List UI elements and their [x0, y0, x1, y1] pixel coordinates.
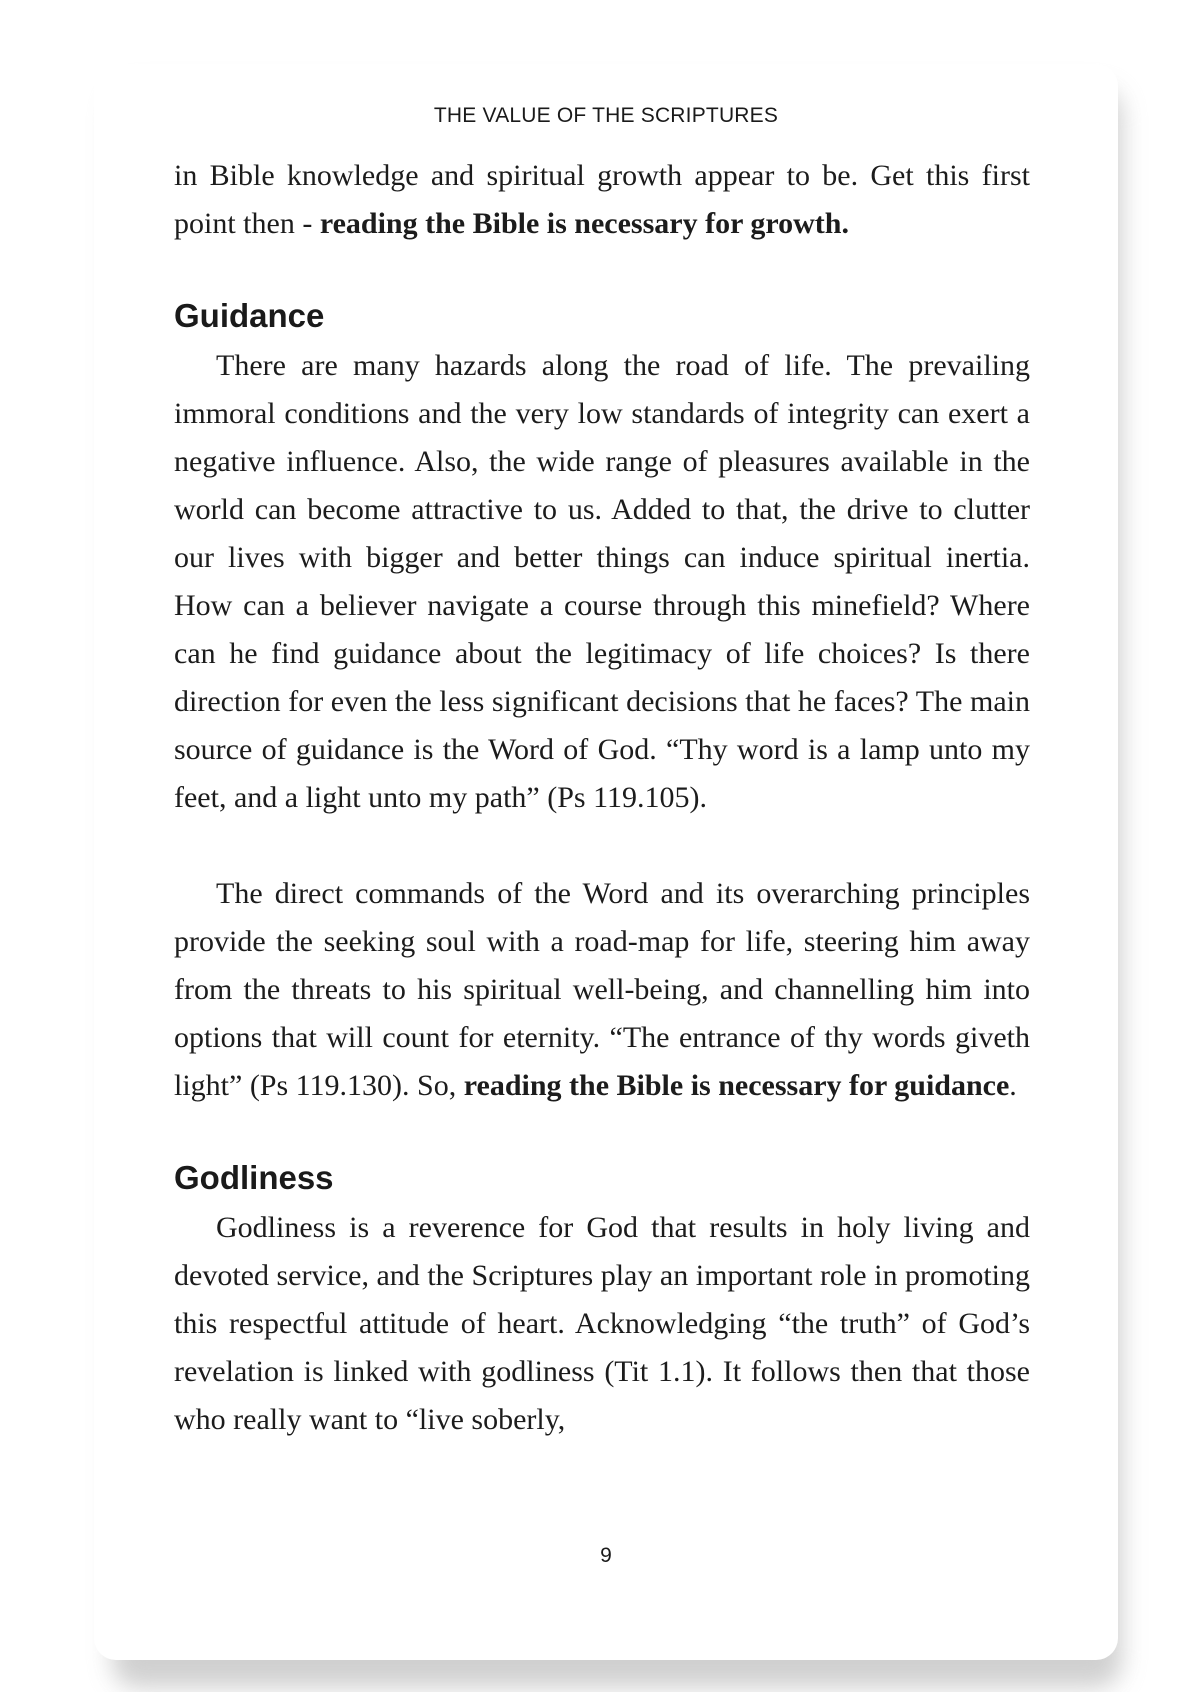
page-number: 9	[600, 1544, 612, 1567]
guidance-paragraph-2	[174, 870, 1030, 1110]
book-page	[94, 64, 1118, 1660]
intro-paragraph	[174, 152, 1030, 248]
guidance-paragraph-2-text: The direct commands of the Word and its overarching principles provide the seeking soul with a road-map for life, steering him away from the threats to his spiritual well-being, and channelling him into options that will count for eternity. “The entrance of thy words giveth light” (Ps 119.130). So,	[174, 877, 1030, 1102]
guidance-emphasis: reading the Bible is necessary for guidance	[463, 1069, 1010, 1102]
guidance-paragraph-2-tail: .	[1009, 1069, 1017, 1102]
intro-emphasis: reading the Bible is necessary for growth.	[319, 207, 849, 240]
intro-text: in Bible knowledge and spiritual growth appear to be. Get this first point then -	[174, 159, 1030, 240]
running-header: THE VALUE OF THE SCRIPTURES	[433, 104, 779, 127]
section-heading-guidance: Guidance	[174, 297, 325, 334]
section-heading-godliness: Godliness	[174, 1159, 334, 1196]
godliness-paragraph-1: Godliness is a reverence for God that results in holy living and devoted service, and the Scriptures play an important role in promoting this respectful attitude of heart. Acknowledging “the truth” of God’s revelation is linked with godliness (Tit 1.1). It follows then that those who really want to “live soberly,	[174, 1211, 1030, 1436]
guidance-paragraph-1: There are many hazards along the road of life. The prevailing immoral conditions and the very low standards of integrity can exert a negative influence. Also, the wide range of pleasures available in the world can become attractive to us. Added to that, the drive to clutter our lives with bigger and better things can induce spiritual inertia. How can a believer navigate a course through this minefield? Where can he find guidance about the legitimacy of life choices? Is there direction for even the less significant decisions that he faces? The main source of guidance is the Word of God. “Thy word is a lamp unto my feet, and a light unto my path” (Ps 119.105).	[174, 349, 1030, 814]
page-content	[174, 152, 1030, 1444]
